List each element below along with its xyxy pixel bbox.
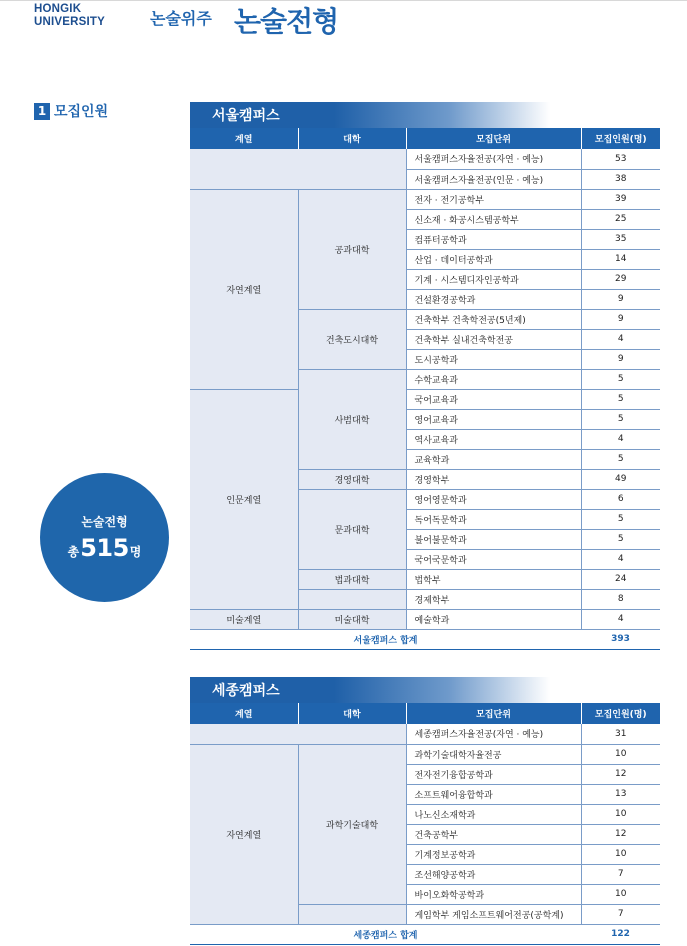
count-cell: 5	[581, 449, 660, 469]
col-header-college: 대학	[298, 128, 406, 149]
count-cell: 4	[581, 549, 660, 569]
count-cell: 10	[581, 884, 660, 904]
college-cell: 공과대학	[298, 189, 406, 309]
top-rule	[0, 0, 687, 1]
unit-cell: 과학기술대학자율전공	[406, 744, 581, 764]
table-row	[190, 149, 660, 169]
unit-cell: 나노신소재학과	[406, 804, 581, 824]
col-header-group: 계열	[190, 128, 298, 149]
total-row	[190, 629, 660, 649]
count-cell: 35	[581, 229, 660, 249]
sejong-table	[190, 703, 660, 945]
count-cell: 5	[581, 369, 660, 389]
seoul-campus-title: 서울캠퍼스	[190, 102, 550, 128]
count-cell: 9	[581, 289, 660, 309]
table-row	[190, 389, 660, 409]
count-cell: 4	[581, 429, 660, 449]
college-cell: 경영대학	[298, 469, 406, 489]
count-cell: 10	[581, 804, 660, 824]
sejong-campus-title: 세종캠퍼스	[190, 677, 550, 703]
college-cell: 과학기술대학	[298, 744, 406, 904]
summary-label: 논술전형	[81, 515, 128, 529]
col-header-count: 모집인원(명)	[581, 128, 660, 149]
count-cell: 4	[581, 329, 660, 349]
count-cell: 12	[581, 764, 660, 784]
table-row	[190, 724, 660, 744]
total-summary-badge	[40, 473, 169, 602]
group-cell: 자연계열	[190, 744, 298, 924]
table-row	[190, 609, 660, 629]
unit-cell: 서울캠퍼스자율전공(자연 · 예능)	[406, 149, 581, 169]
total-row	[190, 924, 660, 944]
unit-cell: 수학교육과	[406, 369, 581, 389]
seoul-campus-section	[190, 102, 660, 650]
logo-line-1: HONGIK	[34, 3, 82, 15]
group-cell: 자연계열	[190, 189, 298, 389]
unit-cell: 국어국문학과	[406, 549, 581, 569]
unit-cell: 조선해양공학과	[406, 864, 581, 884]
col-header-count: 모집인원(명)	[581, 703, 660, 724]
count-cell: 29	[581, 269, 660, 289]
college-cell: 법과대학	[298, 569, 406, 589]
count-cell: 24	[581, 569, 660, 589]
unit-cell: 경제학부	[406, 589, 581, 609]
unit-cell: 역사교육과	[406, 429, 581, 449]
sejong-campus-section	[190, 677, 660, 945]
unit-cell: 기계정보공학과	[406, 844, 581, 864]
unit-cell: 건축학부 건축학전공(5년제)	[406, 309, 581, 329]
college-cell: 사범대학	[298, 369, 406, 469]
count-cell: 12	[581, 824, 660, 844]
unit-cell: 세종캠퍼스자율전공(자연 · 예능)	[406, 724, 581, 744]
header-subtitle: 논술위주	[150, 9, 212, 28]
count-cell: 9	[581, 349, 660, 369]
section-number: 1	[34, 103, 50, 120]
unit-cell: 게임학부 게임소프트웨어전공(공학계)	[406, 904, 581, 924]
page-title: 논술전형	[234, 5, 339, 38]
count-cell: 7	[581, 864, 660, 884]
count-cell: 38	[581, 169, 660, 189]
summary-count: 515	[80, 534, 129, 562]
unit-cell: 건설환경공학과	[406, 289, 581, 309]
count-cell: 5	[581, 509, 660, 529]
table-header-row	[190, 128, 660, 149]
count-cell: 39	[581, 189, 660, 209]
unit-cell: 교육학과	[406, 449, 581, 469]
unit-cell: 서울캠퍼스자율전공(인문 · 예능)	[406, 169, 581, 189]
unit-cell: 컴퓨터공학과	[406, 229, 581, 249]
total-label: 세종캠퍼스 합계	[190, 924, 581, 944]
unit-cell: 전자 · 전기공학부	[406, 189, 581, 209]
count-cell: 8	[581, 589, 660, 609]
unit-cell: 신소재 · 화공시스템공학부	[406, 209, 581, 229]
col-header-group: 계열	[190, 703, 298, 724]
count-cell: 6	[581, 489, 660, 509]
count-cell: 7	[581, 904, 660, 924]
unit-cell: 영어영문학과	[406, 489, 581, 509]
count-cell: 31	[581, 724, 660, 744]
unit-cell: 국어교육과	[406, 389, 581, 409]
unit-cell: 산업 · 데이터공학과	[406, 249, 581, 269]
count-cell: 13	[581, 784, 660, 804]
col-header-unit: 모집단위	[406, 128, 581, 149]
blank-cell	[190, 724, 406, 744]
total-count: 122	[581, 924, 660, 944]
unit-cell: 건축학부 실내건축학전공	[406, 329, 581, 349]
unit-cell: 영어교육과	[406, 409, 581, 429]
unit-cell: 기계 · 시스템디자인공학과	[406, 269, 581, 289]
summary-prefix: 총	[67, 545, 80, 559]
table-row	[190, 189, 660, 209]
college-cell	[298, 589, 406, 609]
count-cell: 5	[581, 389, 660, 409]
count-cell: 9	[581, 309, 660, 329]
unit-cell: 예술학과	[406, 609, 581, 629]
table-header-row	[190, 703, 660, 724]
col-header-unit: 모집단위	[406, 703, 581, 724]
logo-line-2: UNIVERSITY	[34, 16, 106, 28]
count-cell: 4	[581, 609, 660, 629]
unit-cell: 경영학부	[406, 469, 581, 489]
college-cell: 문과대학	[298, 489, 406, 569]
college-cell: 건축도시대학	[298, 309, 406, 369]
total-count: 393	[581, 629, 660, 649]
count-cell: 5	[581, 529, 660, 549]
unit-cell: 건축공학부	[406, 824, 581, 844]
count-cell: 25	[581, 209, 660, 229]
summary-unit: 명	[129, 545, 142, 559]
unit-cell: 불어불문학과	[406, 529, 581, 549]
col-header-college: 대학	[298, 703, 406, 724]
unit-cell: 전자전기융합공학과	[406, 764, 581, 784]
seoul-table	[190, 128, 660, 650]
section-heading	[34, 101, 108, 121]
section-label: 모집인원	[54, 104, 109, 120]
unit-cell: 법학부	[406, 569, 581, 589]
count-cell: 5	[581, 409, 660, 429]
count-cell: 49	[581, 469, 660, 489]
unit-cell: 바이오화학공학과	[406, 884, 581, 904]
count-cell: 10	[581, 844, 660, 864]
count-cell: 53	[581, 149, 660, 169]
total-label: 서울캠퍼스 합계	[190, 629, 581, 649]
group-cell: 인문계열	[190, 389, 298, 609]
unit-cell: 도시공학과	[406, 349, 581, 369]
blank-cell	[190, 149, 406, 189]
group-cell: 미술계열	[190, 609, 298, 629]
unit-cell: 소프트웨어융합학과	[406, 784, 581, 804]
count-cell: 14	[581, 249, 660, 269]
university-logo[interactable]	[34, 3, 105, 29]
count-cell: 10	[581, 744, 660, 764]
unit-cell: 독어독문학과	[406, 509, 581, 529]
table-row	[190, 744, 660, 764]
college-cell: 미술대학	[298, 609, 406, 629]
college-cell	[298, 904, 406, 924]
